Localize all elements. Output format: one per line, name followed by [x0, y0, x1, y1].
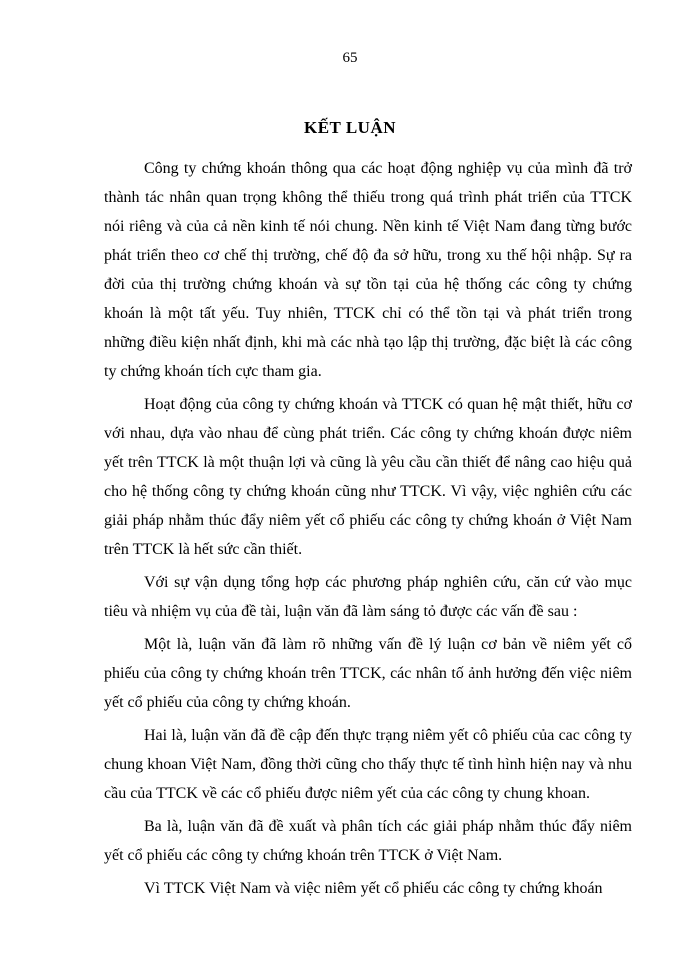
- body-text: [104, 154, 632, 907]
- page-title: KẾT LUẬN: [303, 118, 396, 137]
- paragraph: Hai là, luận văn đã đề cập đến thực trạng niêm yết cô phiếu của cac công ty chung khoan Việt Nam, đồng thời cũng cho thấy thực tế tình hình hiện nay và nhu cầu của TTCK về các cổ phiếu được niêm yết của các công ty chung khoan.: [104, 727, 632, 802]
- paragraph: Ba là, luận văn đã đề xuất và phân tích các giải pháp nhằm thúc đẩy niêm yết cổ phiếu các công ty chứng khoán trên TTCK ở Việt Nam.: [104, 818, 632, 864]
- paragraph: Công ty chứng khoán thông qua các hoạt động nghiệp vụ của mình đã trở thành tác nhân quan trọng không thể thiếu trong quá trình phát triển của TTCK nói riêng và của cả nền kinh tế nói chung. Nền kinh tế Việt Nam đang từng bước phát triển theo cơ chế thị trường, chế độ đa sở hữu, trong xu thế hội nhập. Sự ra đời của thị trường chứng khoán và sự tồn tại của hệ thống các công ty chứng khoán là một tất yếu. Tuy nhiên, TTCK chỉ có thể tồn tại và phát triển trong những điều kiện nhất định, khi mà các nhà tạo lập thị trường, đặc biệt là các công ty chứng khoán tích cực tham gia.: [104, 160, 632, 380]
- paragraph: Một là, luận văn đã làm rõ những vấn đề lý luận cơ bản về niêm yết cổ phiếu của công ty chứng khoán trên TTCK, các nhân tố ảnh hưởng đến việc niêm yết cổ phiếu của công ty chứng khoán.: [104, 636, 632, 711]
- paragraph: Với sự vận dụng tổng hợp các phương pháp nghiên cứu, căn cứ vào mục tiêu và nhiệm vụ của đề tài, luận văn đã làm sáng tỏ được các vấn đề sau :: [104, 574, 632, 620]
- paragraph: Vì TTCK Việt Nam và việc niêm yết cổ phiếu các công ty chứng khoán: [144, 880, 603, 897]
- paragraph: Hoạt động của công ty chứng khoán và TTCK có quan hệ mật thiết, hữu cơ với nhau, dựa vào nhau để cùng phát triển. Các công ty chứng khoán được niêm yết trên TTCK là một thuận lợi và cũng là yêu cầu cần thiết để nâng cao hiệu quả cho hệ thống công ty chứng khoán cũng như TTCK. Vì vậy, việc nghiên cứu các giải pháp nhằm thúc đẩy niêm yết cổ phiếu các công ty chứng khoán ở Việt Nam trên TTCK là hết sức cần thiết.: [104, 396, 632, 558]
- page-number: 65: [342, 50, 358, 66]
